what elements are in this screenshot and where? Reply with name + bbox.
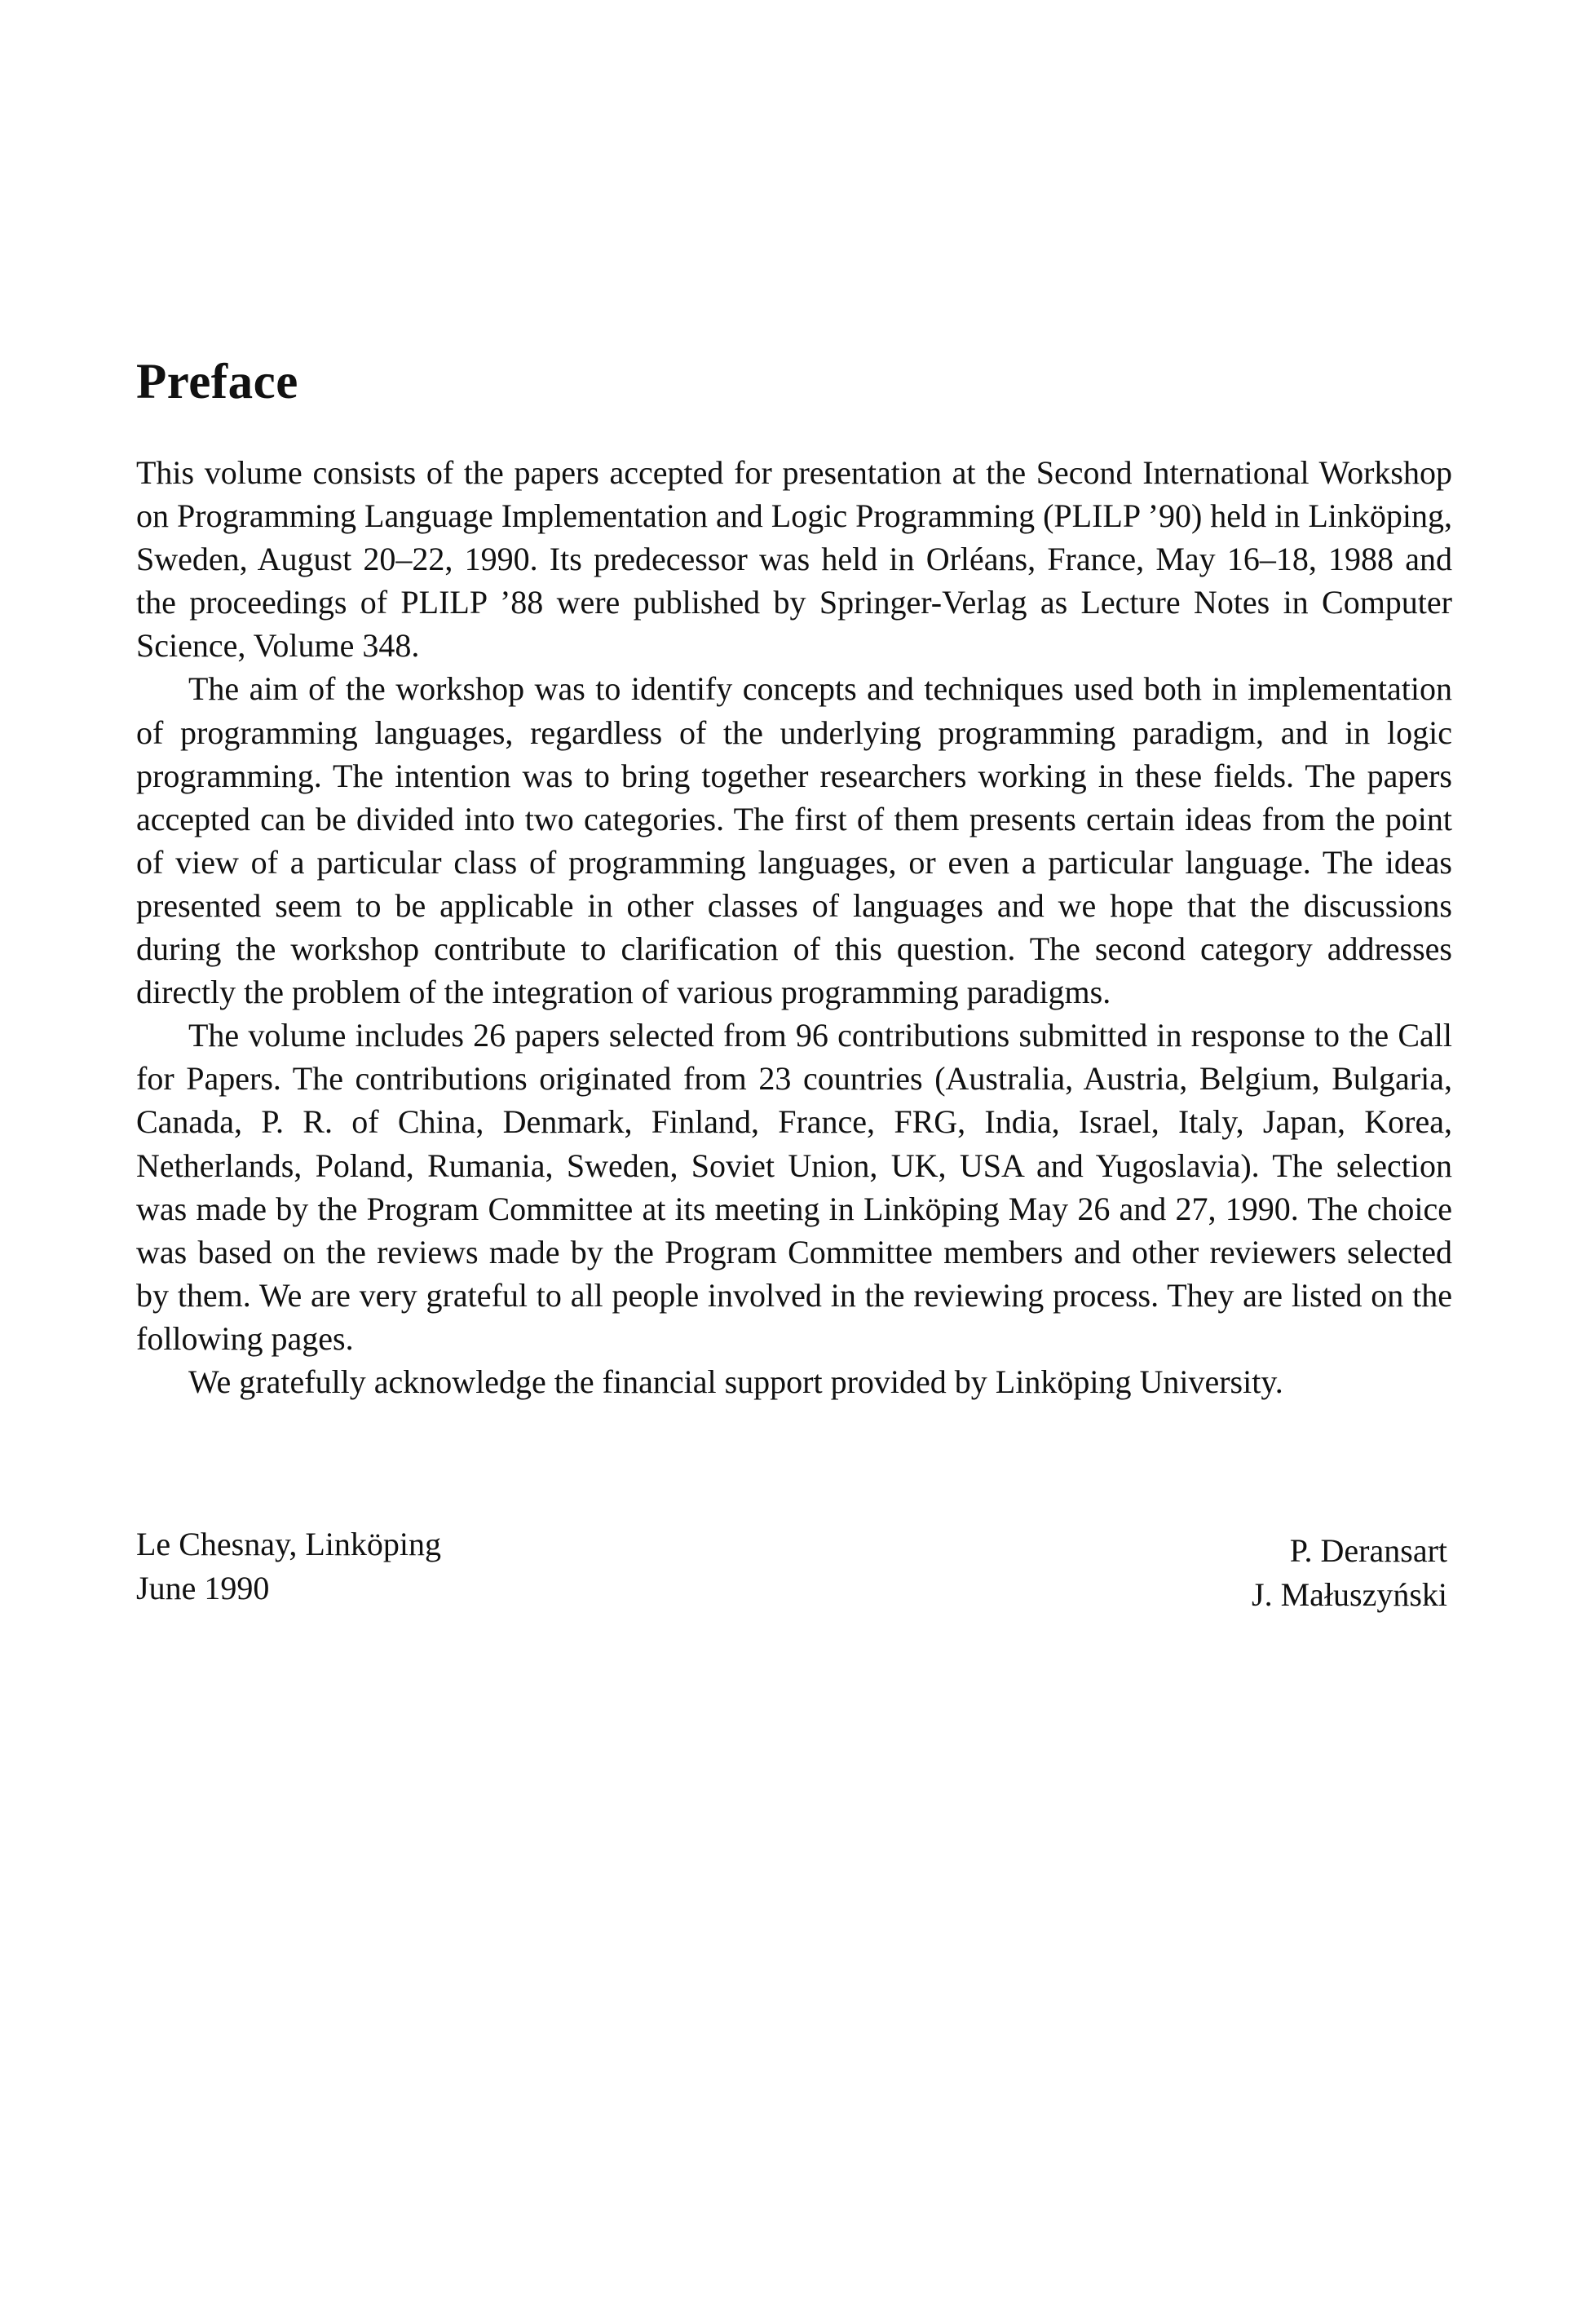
signature-place: Le Chesnay, Linköping: [136, 1526, 442, 1562]
preface-body: [136, 451, 1452, 1403]
place-and-date: [136, 1522, 441, 1610]
paragraph-intro: This volume consists of the papers accepted for presentation at the Second International Workshop on Programming Language Implementation and Logic Programming (PLILP ’90) held in Linköping, Sweden, August 20–22, 1990. Its predecessor was held in Orléans, France, May 16–18, 1988 and the proceedings of PLILP ’88 were published by Springer-Verlag as Lecture Notes in Computer Science, Volume 348.: [136, 454, 1452, 665]
paragraph-aim: The aim of the workshop was to identify concepts and techniques used both in implementation of programming languages, regardless of the underlying programming paradigm, and in logic programming. The intention was to bring together researchers working in these fields. The papers accepted can be divided into two categories. The first of them presents certain ideas from the point of view of a particular class of programming languages, or even a particular language. The ideas presented seem to be applicable in other classes of languages and we hope that the discussions during the workshop contribute to clarification of this question. The second category addresses directly the problem of the integration of various programming paradigms.: [136, 670, 1452, 1011]
author-signatures: [1252, 1529, 1447, 1617]
author-name: P. Deransart: [1289, 1532, 1447, 1569]
author-name: J. Małuszyński: [1252, 1576, 1447, 1613]
paragraph-acknowledgement: We gratefully acknowledge the financial support provided by Linköping University.: [188, 1363, 1283, 1400]
paragraph-selection: The volume includes 26 papers selected from 96 contributions submitted in response to the Call for Papers. The contributions originated from 23 countries (Australia, Austria, Belgium, Bulgaria, Canada, P. R. of China, Denmark, Finland, France, FRG, India, Israel, Italy, Japan, Korea, Netherlands, Poland, Rumania, Sweden, Soviet Union, UK, USA and Yugoslavia). The selection was made by the Program Committee at its meeting in Linköping May 26 and 27, 1990. The choice was based on the reviews made by the Program Committee members and other reviewers selected by them. We are very grateful to all people involved in the reviewing process. They are listed on the following pages.: [136, 1017, 1452, 1357]
signature-date: June 1990: [136, 1570, 270, 1606]
page-title: Preface: [136, 355, 298, 409]
